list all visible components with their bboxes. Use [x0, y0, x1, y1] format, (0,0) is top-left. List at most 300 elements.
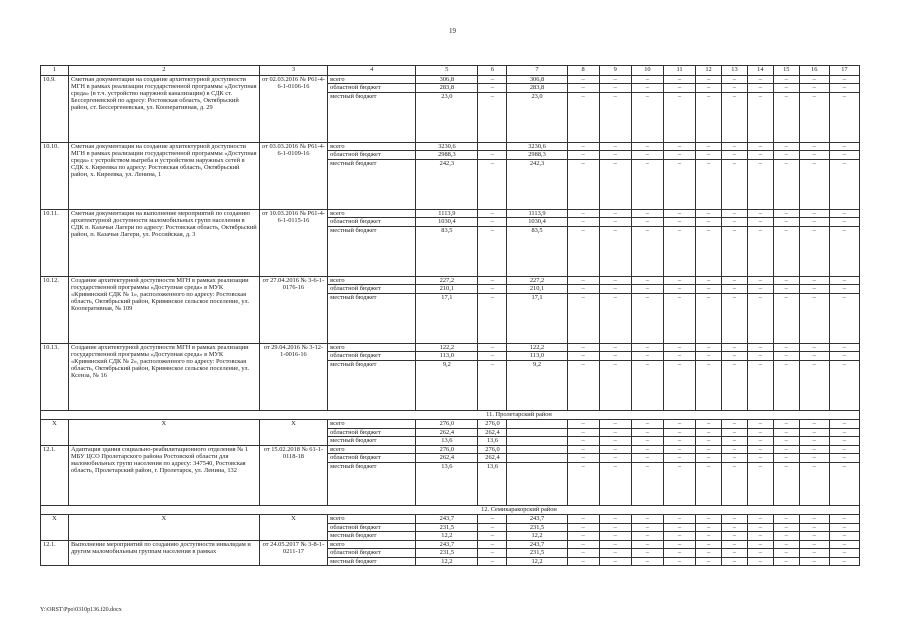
empty-value-cell: –	[773, 540, 799, 549]
empty-value-cell: –	[799, 445, 829, 454]
empty-value-cell: –	[631, 226, 663, 276]
empty-value-cell: –	[599, 515, 631, 524]
document-reference: от 24.05.2017 № 3-8-1-0211-17	[259, 540, 327, 566]
empty-value-cell: –	[747, 352, 773, 361]
empty-value-cell: –	[722, 151, 748, 160]
column-number: 5	[416, 66, 478, 76]
amount-cell: 243,7	[416, 515, 478, 524]
document-reference: от 10.03.2016 № Р61-4-6-1-0115-16	[259, 209, 327, 276]
empty-value-cell: –	[663, 293, 695, 343]
empty-value-cell: –	[663, 557, 695, 566]
item-number: 10.12.	[41, 276, 69, 343]
amount-cell: 9,2	[416, 360, 478, 410]
file-path: Y:\ORST\Ppo\0310p136.f20.docx	[40, 607, 122, 613]
empty-value-cell: –	[799, 515, 829, 524]
empty-value-cell: –	[663, 352, 695, 361]
item-description: Адаптация здания социально-реабилитационного отделения № 1 МБУ ЦСО Пролетарского района Ростовской области для маломобильных групп населения по адресу: 347540, Ростовская область, Пролетарский район, г. Пролетарск, ул. Ленина, 132	[68, 445, 259, 505]
empty-value-cell: –	[663, 75, 695, 84]
budget-label: всего	[328, 75, 416, 84]
column-number: 16	[799, 66, 829, 76]
empty-value-cell: –	[747, 462, 773, 505]
column-number: 8	[567, 66, 599, 76]
amount-cell: 122,2	[416, 343, 478, 352]
empty-value-cell: –	[722, 549, 748, 558]
table-row	[41, 142, 860, 151]
empty-value-cell: –	[599, 276, 631, 285]
empty-value-cell: –	[722, 523, 748, 532]
empty-value-cell: –	[722, 515, 748, 524]
funding-table	[40, 65, 860, 566]
amount-cell: –	[478, 343, 507, 352]
amount-cell: 283,8	[507, 84, 567, 93]
empty-value-cell: –	[722, 437, 748, 446]
table-row	[41, 420, 860, 429]
amount-cell: –	[478, 360, 507, 410]
empty-value-cell: –	[567, 445, 599, 454]
budget-label: областной бюджет	[328, 523, 416, 532]
column-number: 9	[599, 66, 631, 76]
empty-value-cell: –	[631, 428, 663, 437]
empty-value-cell: –	[567, 540, 599, 549]
amount-cell: 242,3	[507, 159, 567, 209]
table-row	[41, 75, 860, 84]
empty-value-cell: –	[696, 515, 722, 524]
empty-value-cell: –	[829, 454, 859, 463]
empty-value-cell: –	[722, 209, 748, 218]
empty-value-cell: –	[799, 420, 829, 429]
amount-cell: –	[478, 276, 507, 285]
empty-value-cell: –	[829, 445, 859, 454]
empty-value-cell: –	[829, 420, 859, 429]
budget-label: местный бюджет	[328, 226, 416, 276]
item-number: 10.11.	[41, 209, 69, 276]
empty-value-cell: –	[567, 276, 599, 285]
budget-label: всего	[328, 343, 416, 352]
page-number: 19	[449, 27, 456, 35]
amount-cell: 243,7	[507, 540, 567, 549]
empty-value-cell: –	[599, 454, 631, 463]
empty-value-cell: –	[599, 352, 631, 361]
empty-value-cell: –	[567, 420, 599, 429]
empty-value-cell: –	[663, 445, 695, 454]
amount-cell: –	[478, 75, 507, 84]
empty-value-cell: –	[829, 226, 859, 276]
empty-value-cell: –	[829, 75, 859, 84]
empty-value-cell: –	[631, 293, 663, 343]
empty-value-cell: –	[599, 557, 631, 566]
empty-value-cell: –	[567, 226, 599, 276]
amount-cell: 1113,9	[416, 209, 478, 218]
amount-cell: 276,0	[416, 420, 478, 429]
empty-value-cell: –	[567, 437, 599, 446]
empty-value-cell: –	[567, 285, 599, 294]
amount-cell: –	[478, 209, 507, 218]
empty-value-cell: –	[631, 462, 663, 505]
empty-value-cell: –	[663, 285, 695, 294]
empty-value-cell: –	[747, 420, 773, 429]
empty-value-cell: –	[631, 352, 663, 361]
amount-cell: 231,5	[416, 523, 478, 532]
empty-value-cell: –	[829, 557, 859, 566]
amount-cell: 83,5	[416, 226, 478, 276]
empty-value-cell: –	[747, 84, 773, 93]
amount-cell: –	[478, 515, 507, 524]
empty-value-cell: –	[829, 92, 859, 142]
empty-value-cell: –	[799, 532, 829, 541]
amount-cell: 12,2	[416, 532, 478, 541]
empty-value-cell: –	[829, 151, 859, 160]
budget-label: всего	[328, 142, 416, 151]
column-number: 15	[773, 66, 799, 76]
empty-value-cell: –	[829, 276, 859, 285]
empty-value-cell: –	[722, 159, 748, 209]
empty-value-cell: –	[663, 276, 695, 285]
section-title: 12. Семикаракорский район	[41, 505, 860, 515]
empty-value-cell: –	[722, 92, 748, 142]
empty-value-cell: –	[599, 523, 631, 532]
empty-value-cell: –	[773, 360, 799, 410]
empty-value-cell: –	[799, 84, 829, 93]
budget-label: местный бюджет	[328, 92, 416, 142]
x-marker: Х	[41, 420, 69, 446]
empty-value-cell: –	[722, 428, 748, 437]
empty-value-cell: –	[696, 523, 722, 532]
amount-cell	[507, 420, 567, 429]
empty-value-cell: –	[799, 75, 829, 84]
empty-value-cell: –	[799, 557, 829, 566]
amount-cell: 1113,9	[507, 209, 567, 218]
empty-value-cell: –	[696, 532, 722, 541]
amount-cell: –	[478, 523, 507, 532]
empty-value-cell: –	[599, 343, 631, 352]
empty-value-cell: –	[567, 549, 599, 558]
section-title: 11. Пролетарский район	[41, 410, 860, 420]
empty-value-cell: –	[829, 159, 859, 209]
amount-cell: –	[478, 557, 507, 566]
empty-value-cell: –	[567, 343, 599, 352]
amount-cell: 122,2	[507, 343, 567, 352]
empty-value-cell: –	[599, 92, 631, 142]
empty-value-cell: –	[773, 557, 799, 566]
column-number: 17	[829, 66, 859, 76]
empty-value-cell: –	[722, 142, 748, 151]
empty-value-cell: –	[599, 549, 631, 558]
table-row	[41, 276, 860, 285]
empty-value-cell: –	[799, 343, 829, 352]
amount-cell: 262,4	[416, 428, 478, 437]
empty-value-cell: –	[567, 428, 599, 437]
empty-value-cell: –	[663, 523, 695, 532]
empty-value-cell: –	[773, 151, 799, 160]
empty-value-cell: –	[567, 75, 599, 84]
empty-value-cell: –	[696, 540, 722, 549]
empty-value-cell: –	[773, 454, 799, 463]
empty-value-cell: –	[631, 75, 663, 84]
empty-value-cell: –	[696, 293, 722, 343]
amount-cell: –	[478, 159, 507, 209]
empty-value-cell: –	[696, 549, 722, 558]
empty-value-cell: –	[663, 454, 695, 463]
empty-value-cell: –	[696, 142, 722, 151]
empty-value-cell: –	[567, 557, 599, 566]
empty-value-cell: –	[747, 557, 773, 566]
amount-cell: 3230,6	[416, 142, 478, 151]
empty-value-cell: –	[747, 428, 773, 437]
empty-value-cell: –	[631, 445, 663, 454]
empty-value-cell: –	[663, 428, 695, 437]
amount-cell: 242,3	[416, 159, 478, 209]
empty-value-cell: –	[599, 532, 631, 541]
empty-value-cell: –	[773, 209, 799, 218]
empty-value-cell: –	[799, 428, 829, 437]
empty-value-cell: –	[696, 285, 722, 294]
empty-value-cell: –	[631, 92, 663, 142]
budget-label: местный бюджет	[328, 557, 416, 566]
amount-cell: –	[478, 226, 507, 276]
empty-value-cell: –	[829, 218, 859, 227]
amount-cell: 83,5	[507, 226, 567, 276]
budget-label: областной бюджет	[328, 151, 416, 160]
empty-value-cell: –	[663, 360, 695, 410]
empty-value-cell: –	[631, 218, 663, 227]
empty-value-cell: –	[773, 75, 799, 84]
amount-cell: 17,1	[507, 293, 567, 343]
empty-value-cell: –	[773, 428, 799, 437]
empty-value-cell: –	[773, 226, 799, 276]
empty-value-cell: –	[663, 420, 695, 429]
amount-cell: 283,8	[416, 84, 478, 93]
column-number: 3	[259, 66, 327, 76]
empty-value-cell: –	[631, 549, 663, 558]
amount-cell	[507, 445, 567, 454]
amount-cell: 17,1	[416, 293, 478, 343]
empty-value-cell: –	[631, 420, 663, 429]
empty-value-cell: –	[799, 276, 829, 285]
amount-cell: 243,7	[507, 515, 567, 524]
empty-value-cell: –	[696, 343, 722, 352]
amount-cell: –	[478, 532, 507, 541]
empty-value-cell: –	[722, 75, 748, 84]
amount-cell: 2988,3	[416, 151, 478, 160]
empty-value-cell: –	[799, 218, 829, 227]
empty-value-cell: –	[631, 437, 663, 446]
amount-cell: 210,1	[416, 285, 478, 294]
empty-value-cell: –	[599, 462, 631, 505]
empty-value-cell: –	[696, 159, 722, 209]
amount-cell: –	[478, 151, 507, 160]
empty-value-cell: –	[663, 209, 695, 218]
item-description: Сметная документация на создание архитектурной доступности МГН в рамках реализации государственной программы «Доступная среда» (в т.ч. устройство наружной канализации) в СДК ст. Бессергеневской по адресу: Ростовская область, Октябрьский район, ст. Бессергеневская, ул. Кооперативная, д. 29	[68, 75, 259, 142]
empty-value-cell: –	[599, 142, 631, 151]
x-marker: Х	[68, 420, 259, 446]
empty-value-cell: –	[747, 360, 773, 410]
empty-value-cell: –	[567, 352, 599, 361]
column-number-row	[41, 66, 860, 76]
empty-value-cell: –	[631, 285, 663, 294]
empty-value-cell: –	[799, 285, 829, 294]
budget-label: местный бюджет	[328, 159, 416, 209]
empty-value-cell: –	[773, 532, 799, 541]
empty-value-cell: –	[829, 293, 859, 343]
empty-value-cell: –	[696, 75, 722, 84]
empty-value-cell: –	[696, 226, 722, 276]
empty-value-cell: –	[722, 420, 748, 429]
amount-cell: –	[478, 285, 507, 294]
empty-value-cell: –	[599, 540, 631, 549]
empty-value-cell: –	[773, 92, 799, 142]
empty-value-cell: –	[747, 209, 773, 218]
empty-value-cell: –	[663, 226, 695, 276]
empty-value-cell: –	[631, 515, 663, 524]
empty-value-cell: –	[631, 532, 663, 541]
amount-cell	[507, 428, 567, 437]
document-reference: от 15.02.2018 № 61-1-0118-18	[259, 445, 327, 505]
x-marker: Х	[259, 420, 327, 446]
empty-value-cell: –	[696, 557, 722, 566]
empty-value-cell: –	[663, 343, 695, 352]
empty-value-cell: –	[799, 293, 829, 343]
empty-value-cell: –	[799, 360, 829, 410]
empty-value-cell: –	[747, 142, 773, 151]
amount-cell: 2988,3	[507, 151, 567, 160]
empty-value-cell: –	[799, 159, 829, 209]
budget-label: областной бюджет	[328, 285, 416, 294]
empty-value-cell: –	[799, 226, 829, 276]
amount-cell: 23,0	[507, 92, 567, 142]
amount-cell: 12,2	[416, 557, 478, 566]
empty-value-cell: –	[696, 437, 722, 446]
column-number: 13	[722, 66, 748, 76]
empty-value-cell: –	[722, 557, 748, 566]
amount-cell: 210,1	[507, 285, 567, 294]
amount-cell	[478, 142, 507, 151]
amount-cell	[507, 437, 567, 446]
empty-value-cell: –	[773, 515, 799, 524]
empty-value-cell: –	[631, 159, 663, 209]
empty-value-cell: –	[696, 462, 722, 505]
empty-value-cell: –	[773, 84, 799, 93]
empty-value-cell: –	[722, 226, 748, 276]
empty-value-cell: –	[631, 343, 663, 352]
x-marker: Х	[41, 515, 69, 541]
empty-value-cell: –	[747, 75, 773, 84]
empty-value-cell: –	[829, 360, 859, 410]
empty-value-cell: –	[829, 209, 859, 218]
empty-value-cell: –	[747, 343, 773, 352]
empty-value-cell: –	[722, 276, 748, 285]
column-number: 14	[747, 66, 773, 76]
empty-value-cell: –	[722, 360, 748, 410]
empty-value-cell: –	[696, 276, 722, 285]
empty-value-cell: –	[799, 523, 829, 532]
amount-cell: 306,8	[507, 75, 567, 84]
amount-cell: 243,7	[416, 540, 478, 549]
empty-value-cell: –	[747, 276, 773, 285]
empty-value-cell: –	[631, 557, 663, 566]
column-number: 10	[631, 66, 663, 76]
section-heading-row	[41, 505, 860, 515]
amount-cell: 13,6	[478, 462, 507, 505]
empty-value-cell: –	[567, 218, 599, 227]
empty-value-cell: –	[663, 549, 695, 558]
empty-value-cell: –	[631, 523, 663, 532]
table-row	[41, 515, 860, 524]
amount-cell: 231,5	[416, 549, 478, 558]
budget-label: областной бюджет	[328, 84, 416, 93]
amount-cell: 13,6	[478, 437, 507, 446]
empty-value-cell: –	[747, 218, 773, 227]
empty-value-cell: –	[599, 159, 631, 209]
column-number: 1	[41, 66, 69, 76]
empty-value-cell: –	[829, 515, 859, 524]
empty-value-cell: –	[599, 437, 631, 446]
empty-value-cell: –	[631, 151, 663, 160]
empty-value-cell: –	[829, 343, 859, 352]
budget-label: всего	[328, 445, 416, 454]
amount-cell: 262,4	[478, 428, 507, 437]
empty-value-cell: –	[599, 360, 631, 410]
empty-value-cell: –	[696, 218, 722, 227]
empty-value-cell: –	[696, 428, 722, 437]
empty-value-cell: –	[663, 437, 695, 446]
amount-cell: 227,2	[416, 276, 478, 285]
budget-label: областной бюджет	[328, 549, 416, 558]
empty-value-cell: –	[722, 540, 748, 549]
empty-value-cell: –	[567, 454, 599, 463]
empty-value-cell: –	[747, 285, 773, 294]
empty-value-cell: –	[663, 540, 695, 549]
budget-label: всего	[328, 276, 416, 285]
budget-label: местный бюджет	[328, 360, 416, 410]
empty-value-cell: –	[799, 92, 829, 142]
column-number: 11	[663, 66, 695, 76]
amount-cell: 276,0	[416, 445, 478, 454]
empty-value-cell: –	[773, 285, 799, 294]
empty-value-cell: –	[631, 209, 663, 218]
amount-cell: 113,0	[507, 352, 567, 361]
table-row	[41, 445, 860, 454]
empty-value-cell: –	[663, 151, 695, 160]
empty-value-cell: –	[799, 462, 829, 505]
empty-value-cell: –	[747, 151, 773, 160]
empty-value-cell: –	[722, 352, 748, 361]
empty-value-cell: –	[829, 523, 859, 532]
amount-cell: 262,4	[416, 454, 478, 463]
empty-value-cell: –	[722, 218, 748, 227]
empty-value-cell: –	[829, 437, 859, 446]
empty-value-cell: –	[567, 293, 599, 343]
item-number: 12.1.	[41, 540, 69, 566]
empty-value-cell: –	[747, 445, 773, 454]
empty-value-cell: –	[599, 420, 631, 429]
budget-label: местный бюджет	[328, 293, 416, 343]
amount-cell: 276,0	[478, 420, 507, 429]
empty-value-cell: –	[599, 226, 631, 276]
budget-label: всего	[328, 420, 416, 429]
amount-cell: –	[478, 540, 507, 549]
empty-value-cell: –	[773, 523, 799, 532]
empty-value-cell: –	[631, 454, 663, 463]
empty-value-cell: –	[599, 293, 631, 343]
empty-value-cell: –	[696, 352, 722, 361]
empty-value-cell: –	[722, 293, 748, 343]
empty-value-cell: –	[747, 454, 773, 463]
amount-cell: 231,5	[507, 549, 567, 558]
empty-value-cell: –	[696, 360, 722, 410]
amount-cell: 262,4	[478, 454, 507, 463]
table-row	[41, 540, 860, 549]
column-number: 6	[478, 66, 507, 76]
